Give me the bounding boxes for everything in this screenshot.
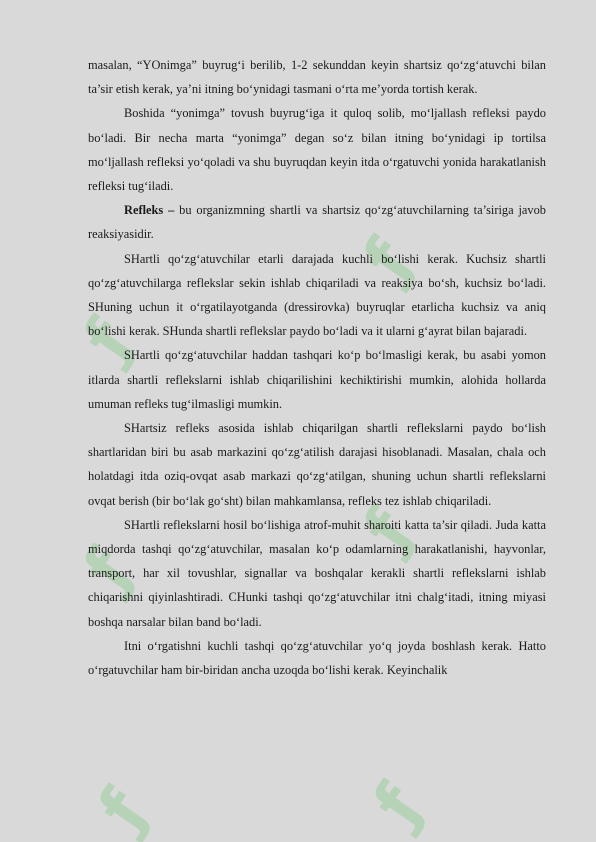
paragraph	[88, 416, 546, 513]
paragraph-text: masalan, “YOnimga” buyrug‘i berilib, 1-2 sekunddan keyin shartsiz qo‘zg‘atuvchi bilan ta’sir etish kerak, ya’ni itning bo‘ynidagi tasmani o‘rta me’yorda tortish kerak.	[88, 58, 546, 97]
paragraph	[88, 343, 546, 416]
paragraph	[88, 198, 546, 246]
paragraph	[88, 634, 546, 682]
watermark-5: ƒ	[85, 773, 164, 842]
paragraph	[88, 53, 546, 101]
paragraph-text: SHartli qo‘zg‘atuvchilar haddan tashqari ko‘p bo‘lmasligi kerak, bu asabi yomon itlarda shartli reflekslarni ishlab chiqarilishini kechiktirishi mumkin, alohida hollarda umuman refleks tug‘ilmasligi mumkin.	[88, 348, 546, 411]
paragraph-text: SHartli qo‘zg‘atuvchilar etarli darajada kuchli bo‘lishi kerak. Kuchsiz shartli qo‘zg‘atuvchilarga reflekslar sekin ishlab chiqariladi va reaksiya bo‘sh, kuchsiz bo‘ladi. SHuning uchun it o‘rgatilayotganda (dressirovka) buyruqlar etarlicha kuchsiz va aniq bo‘lishi kerak. SHunda shartli reflekslar paydo bo‘ladi va it ularni g‘ayrat bilan bajaradi.	[88, 251, 546, 339]
body-text	[88, 53, 546, 682]
watermark-2: ƒ	[350, 223, 429, 293]
paragraph-text: bu organizmning shartli va shartsiz qo‘zg‘atuvchilarning ta’siriga javob reaksiyasidir.	[88, 203, 546, 242]
paragraph	[88, 513, 546, 634]
paragraph-text: Itni o‘rgatishni kuchli tashqi qo‘zg‘atuvchilar yo‘q joyda boshlash kerak. Hatto o‘rgatuvchilar ham bir-biridan ancha uzoqda bo‘lishi kerak. Keyinchalik	[88, 638, 546, 678]
watermark-1: ƒ	[70, 303, 149, 373]
watermark-4: ƒ	[350, 493, 429, 563]
paragraph	[88, 101, 546, 198]
paragraph-text: Boshida “yonimga” tovush buyrug‘iga it quloq solib, mo‘ljallash refleksi paydo bo‘ladi. Bir necha marta “yonimga” degan so‘z bilan itning bo‘ynidagi ip tortilsa mo‘ljallash refleksi yo‘qoladi va shu buyruqdan keyin itda o‘rgatuvchi yonida harakatlanish refleksi tug‘iladi.	[88, 106, 546, 194]
paragraph-text: SHartsiz refleks asosida ishlab chiqarilgan shartli reflekslarni paydo bo‘lish shartlaridan biri bu asab markazini qo‘zg‘atilish darajasi hisoblanadi. Masalan, chala och holatdagi itda oziq-ovqat asab markazi qo‘zg‘atilgan, shuning uchun shartli reflekslarni ovqat berish (bir bo‘lak go‘sht) bilan mahkamlansa, refleks tez ishlab chiqariladi.	[88, 421, 546, 508]
paragraph-text: SHartli reflekslarni hosil bo‘lishiga atrof-muhit sharoiti katta ta’sir qiladi. Juda katta miqdorda tashqi qo‘zg‘atuvchilar, masalan ko‘p odamlarning harakatlanishi, hayvonlar, transport, har xil tovushlar, signallar va boshqalar kerakli shartli reflekslarni ishlab chiqarishni qiyinlashtiradi. CHunki tashqi qo‘zg‘atuvchilar itni chalg‘itadi, itning miyasi boshqa narsalar bilan band bo‘ladi.	[88, 517, 546, 629]
watermark-6: ƒ	[360, 768, 439, 838]
paragraph	[88, 247, 546, 344]
term-bold: Refleks –	[124, 203, 175, 218]
watermark-3: ƒ	[70, 533, 149, 603]
